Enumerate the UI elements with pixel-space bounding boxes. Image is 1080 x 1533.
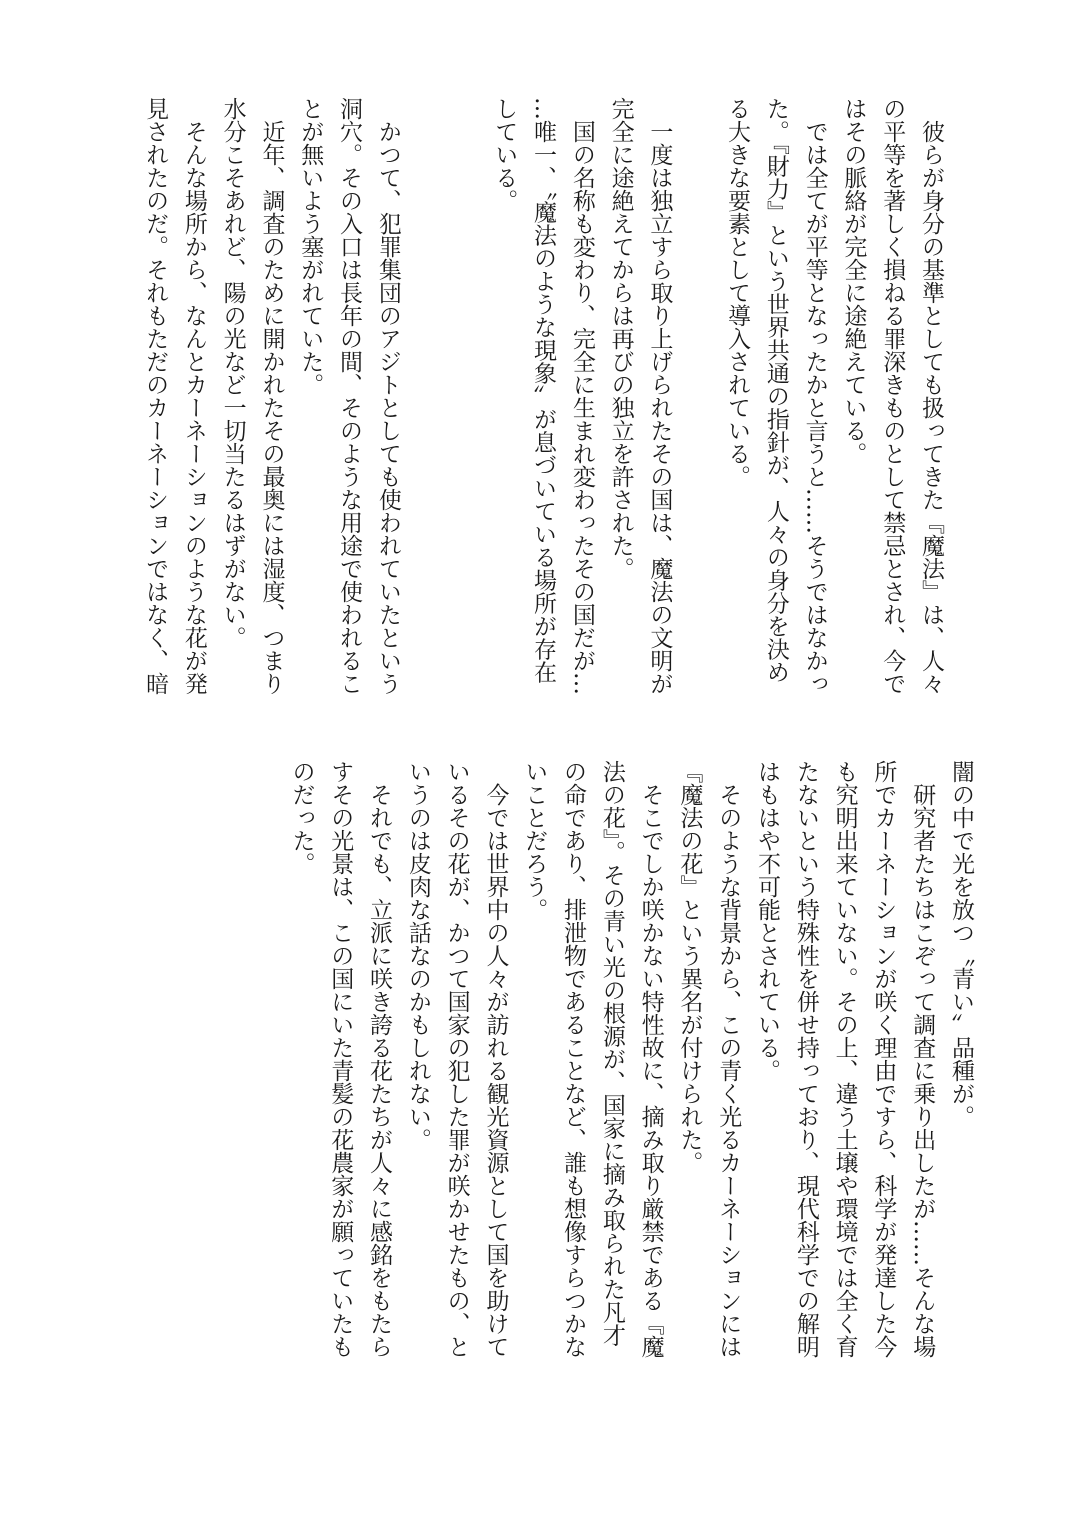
text-line: も究明出来ていない。その上、違う土壌や環境では全く育	[831, 760, 858, 1358]
text-line: 彼らが身分の基準としても扱ってきた『魔法』は、人々	[918, 97, 944, 695]
text-line: 研究者たちはこぞって調査に乗り出したが……そんな場	[909, 760, 936, 1358]
text-line: の平等を著しく損ねる罪深きものとして禁忌とされ、今で	[879, 97, 906, 695]
text-line: の命であり、排泄物であることなど、誰も想像すらつかな	[560, 760, 587, 1358]
text-line: いことだろう。	[521, 760, 548, 921]
text-line: そこでしか咲かない特性故に、摘み取り厳禁である『魔	[637, 760, 664, 1358]
blank-line	[678, 97, 717, 707]
text-line: …唯一、〝魔法のような現象〟が息づいている場所が存在	[530, 97, 557, 684]
text-line: 今では世界中の人々が訪れる観光資源として国を助けて	[482, 760, 509, 1358]
text-line: では全てが平等となったかと言うと……そうではなかっ	[801, 97, 828, 695]
text-line: すその光景は、この国にいた青髪の花農家が願っていたも	[327, 760, 354, 1358]
text-line: た。『財力』という世界共通の指針が、人々の身分を決め	[762, 97, 789, 684]
text-line: 近年、調査のために開かれたその最奥には湿度、つまり	[258, 97, 285, 695]
text-line: のだった。	[288, 760, 315, 875]
blank-line	[407, 97, 446, 707]
text-line: 『魔法の花』という異名が付けられた。	[676, 760, 703, 1174]
text-line: 法の花』。その青い光の根源が、国家に摘み取られた凡才	[598, 760, 625, 1347]
text-line: 所でカーネーションが咲く理由ですら、科学が発達した今	[870, 760, 897, 1358]
text-line: 国の名称も変わり、完全に生まれ変わったその国だが…	[568, 97, 595, 695]
text-line: 水分こそあれど、陽の光など一切当たるはずがない。	[219, 97, 246, 649]
text-line: はその脈絡が完全に途絶えている。	[840, 97, 867, 465]
text-line: そんな場所から、なんとカーネーションのような花が発	[180, 97, 207, 695]
text-line: いるその花が、かつて国家の犯した罪が咲かせたもの、と	[443, 760, 470, 1358]
text-line: そのような背景から、この青く光るカーネーションには	[715, 760, 742, 1358]
bottom-text-block	[282, 760, 980, 1390]
text-line: 一度は独立すら取り上げられたその国は、魔法の文明が	[646, 97, 673, 695]
text-line: はもはや不可能とされている。	[754, 760, 781, 1082]
text-line: かつて、犯罪集団のアジトとしても使われていたという	[374, 97, 401, 695]
text-line: それでも、立派に咲き誇る花たちが人々に感銘をもたら	[366, 760, 393, 1358]
blank-line	[446, 97, 485, 707]
text-line: 完全に途絶えてからは再びの独立を許された。	[607, 97, 634, 580]
text-line: いうのは皮肉な話なのかもしれない。	[404, 760, 431, 1151]
top-text-block	[135, 97, 950, 707]
text-line: 見されたのだ。それもただのカーネーションではなく、暗	[142, 97, 169, 695]
text-line: たないという特殊性を併せ持っており、現代科学での解明	[792, 760, 819, 1358]
text-line: る大きな要素として導入されている。	[724, 97, 751, 488]
text-line: している。	[491, 97, 518, 212]
text-line: 洞穴。その入口は長年の間、そのような用途で使われるこ	[336, 97, 363, 695]
text-line: 闇の中で光を放つ〝青い〟品種が。	[948, 760, 974, 1128]
text-line: とが無いよう塞がれていた。	[297, 97, 324, 396]
